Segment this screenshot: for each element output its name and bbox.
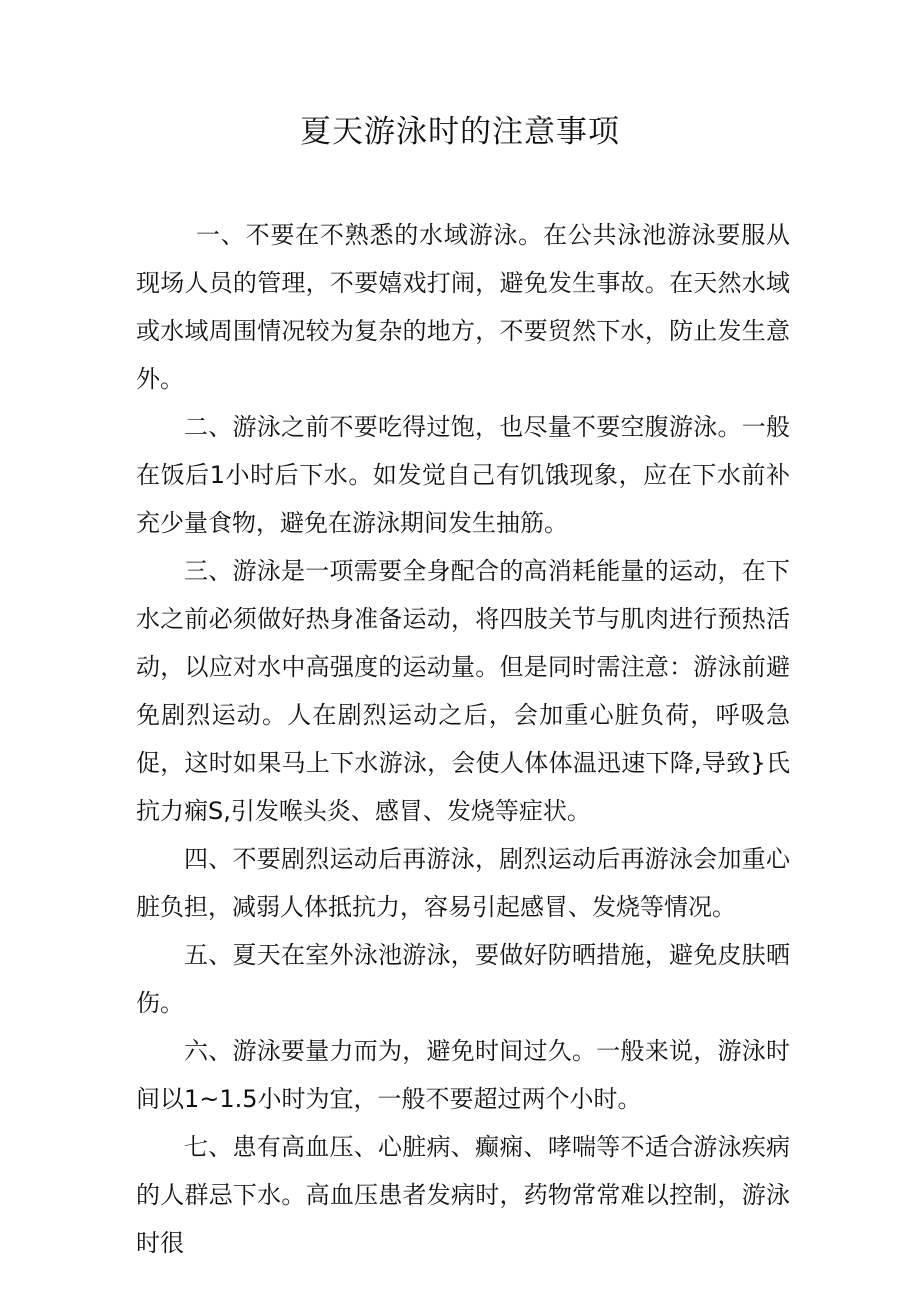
paragraph-2: 二、游泳之前不要吃得过饱，也尽量不要空腹游泳。一般在饭后1小时后下水。如发觉自己有饥饿现象，应在下水前补充少量食物，避免在游泳期间发生抽筋。 (136, 413, 790, 537)
document-body (136, 211, 790, 1267)
paragraph-3: 三、游泳是一项需要全身配合的高消耗能量的运动，在下水之前必须做好热身准备运动，将四肢关节与肌肉进行预热活动，以应对水中高强度的运动量。但是同时需注意：游泳前避免剧烈运动。人在剧烈运动之后，会加重心脏负荷，呼吸急促，这时如果马上下水游泳，会使人体体温迅速下降,导致}氏抗力痫S,引发喉头炎、感冒、发烧等症状。 (136, 557, 790, 825)
document-title: 夏天游泳时的注意事项 (300, 114, 620, 150)
paragraph-5: 五、夏天在室外泳池游泳，要做好防晒措施，避免皮肤晒伤。 (136, 941, 790, 1017)
paragraph-7: 七、患有高血压、心脏病、癫痫、哮喘等不适合游泳疾病的人群忌下水。高血压患者发病时，药物常常难以控制，游泳时很 (136, 1133, 790, 1257)
paragraph-1: 一、不要在不熟悉的水域游泳。在公共泳池游泳要服从现场人员的管理，不要嬉戏打闹，避免发生事故。在天然水域或水域周围情况较为复杂的地方，不要贸然下水，防止发生意外。 (136, 221, 790, 393)
paragraph-4: 四、不要剧烈运动后再游泳，剧烈运动后再游泳会加重心脏负担，减弱人体抵抗力，容易引起感冒、发烧等情况。 (136, 845, 790, 921)
paragraph-6: 六、游泳要量力而为，避免时间过久。一般来说，游泳时间以1~1.5小时为宜，一般不要超过两个小时。 (136, 1037, 790, 1113)
